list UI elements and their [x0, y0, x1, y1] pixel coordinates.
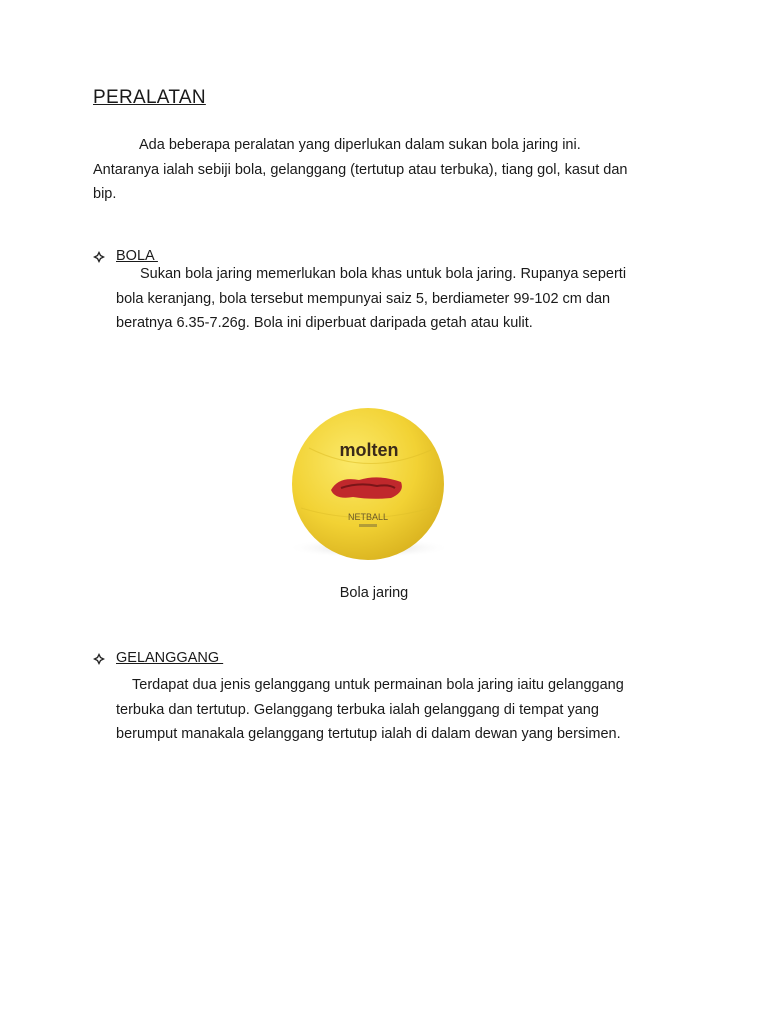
intro-line-2: Antaranya ialah sebiji bola, gelanggang (tertutup atau terbuka), tiang gol, kasut dan [93, 161, 628, 178]
brand-logo: molten [339, 440, 399, 460]
gelanggang-line-2: terbuka dan tertutup. Gelanggang terbuka ialah gelanggang di tempat yang [116, 701, 599, 718]
figure-caption: Bola jaring [339, 585, 409, 601]
bola-line-3: beratnya 6.35-7.26g. Bola ini diperbuat daripada getah atau kulit. [116, 315, 533, 331]
intro-line-1: Ada beberapa peralatan yang diperlukan dalam sukan bola jaring ini. [139, 137, 581, 153]
page-title: PERALATAN [93, 87, 206, 108]
gelanggang-paragraph [116, 673, 676, 747]
gelanggang-heading-label: GELANGGANG [116, 650, 224, 666]
intro-paragraph [93, 133, 683, 207]
bola-paragraph [116, 262, 676, 336]
diamond-bullet-icon [93, 251, 105, 263]
bola-heading-label: BOLA [116, 248, 158, 264]
diamond-bullet-icon [93, 653, 105, 665]
gelanggang-line-1: Terdapat dua jenis gelanggang untuk permainan bola jaring iaitu gelanggang [132, 677, 624, 693]
gelanggang-heading [93, 646, 293, 670]
intro-line-3: bip. [93, 186, 117, 202]
ball-label: NETBALL [347, 512, 389, 522]
bola-line-2: bola keranjang, bola tersebut mempunyai saiz 5, berdiameter 99-102 cm dan [116, 290, 611, 307]
netball-image [279, 408, 461, 560]
gelanggang-line-3: berumput manakala gelanggang tertutup ialah di dalam dewan yang bersimen. [116, 726, 621, 742]
bola-line-1: Sukan bola jaring memerlukan bola khas untuk bola jaring. Rupanya seperti [140, 266, 627, 282]
